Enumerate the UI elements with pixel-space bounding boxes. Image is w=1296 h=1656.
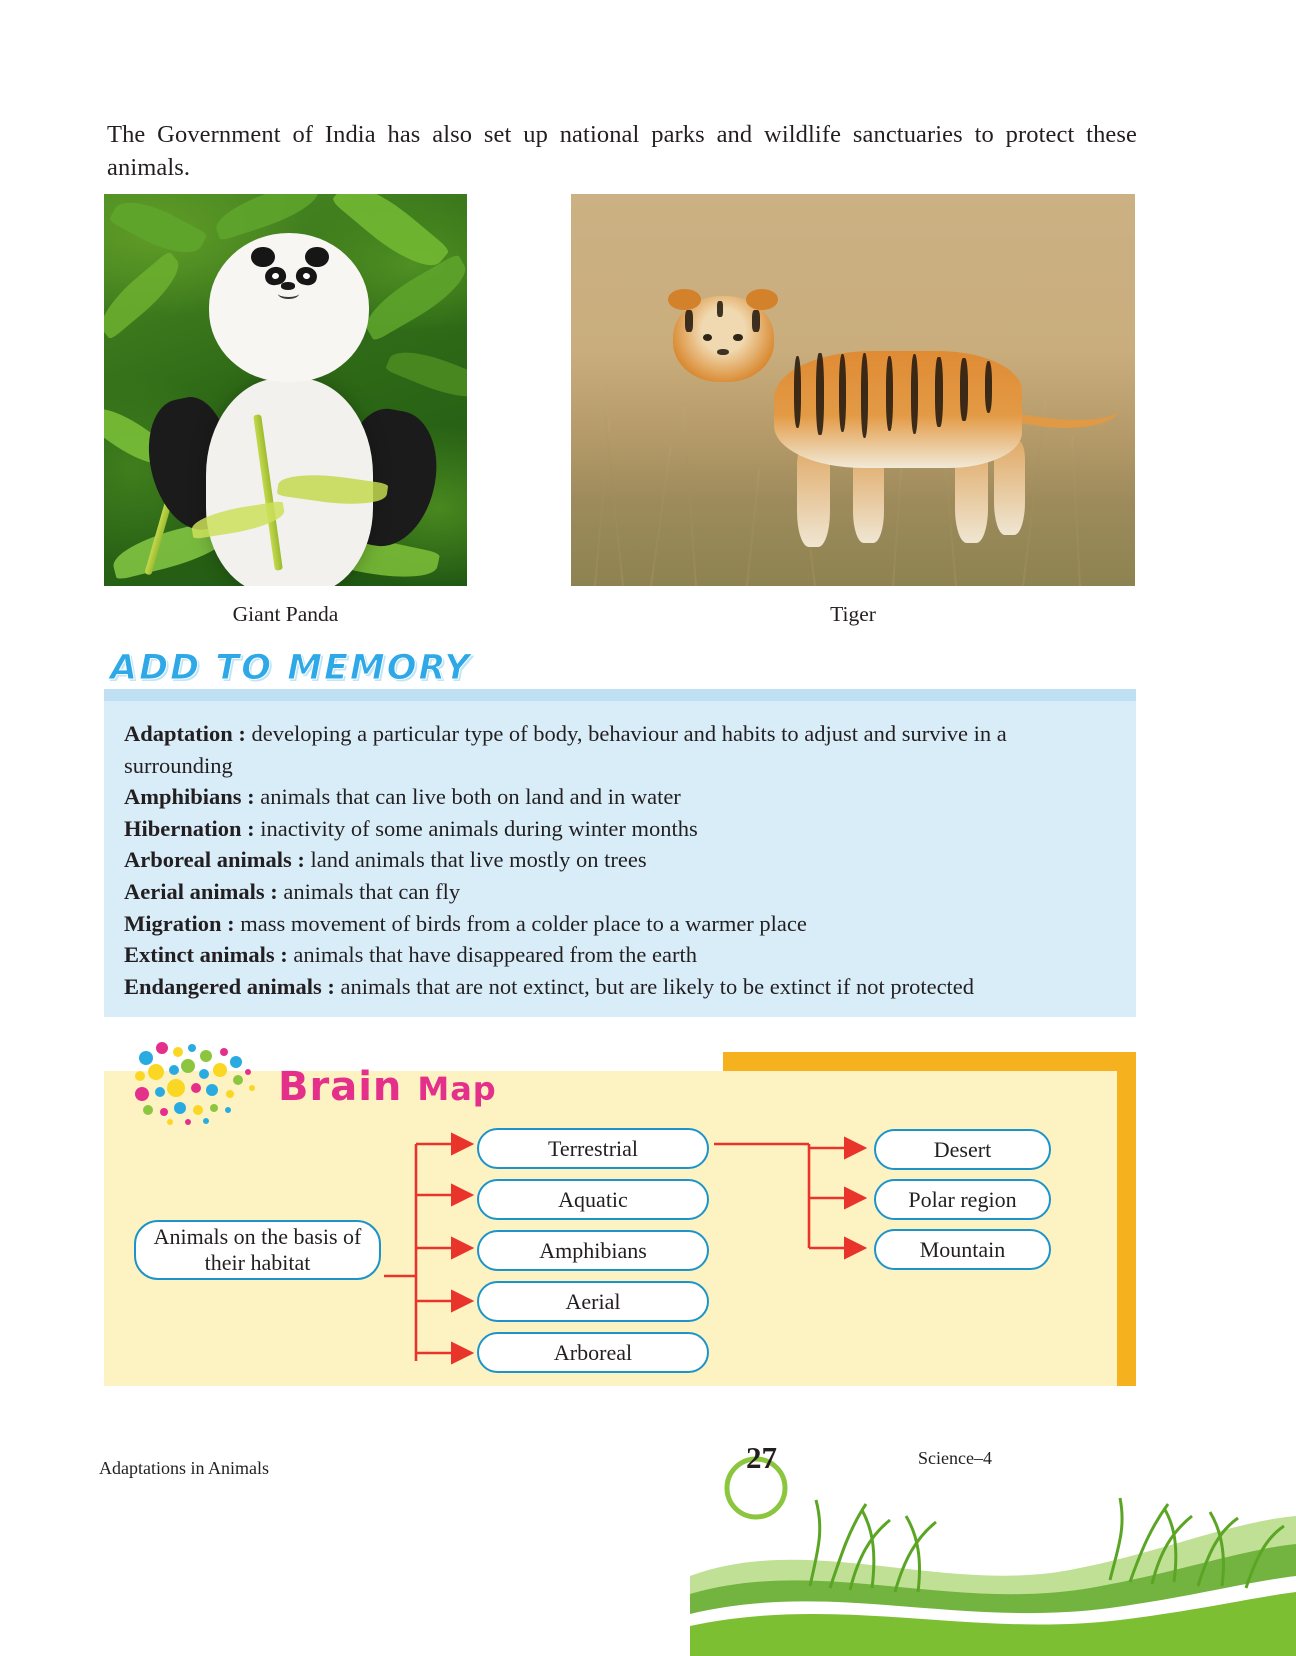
tiger-right-eye — [733, 334, 742, 341]
memory-term: Aerial animals : — [124, 878, 278, 904]
intro-paragraph: The Government of India has also set up national parks and wildlife sanctuaries to protect these animals. — [107, 121, 1137, 181]
node-mountain[interactable]: Mountain — [874, 1229, 1051, 1270]
brain-map-right-frame — [1117, 1052, 1136, 1386]
tiger-right-ear — [746, 289, 778, 310]
tiger-nose — [717, 349, 729, 355]
footer-decoration — [690, 1380, 1296, 1656]
memory-definition: land animals that live mostly on trees — [304, 847, 647, 873]
tiger-left-eye — [703, 334, 712, 341]
memory-term: Migration : — [124, 910, 235, 936]
footer-book-title: Science–4 — [918, 1448, 992, 1468]
memory-term: Arboreal animals : — [124, 847, 305, 873]
panda-right-eye — [294, 266, 318, 287]
panda-head — [209, 233, 369, 382]
panda-right-ear — [305, 247, 329, 268]
memory-definition: inactivity of some animals during winter months — [254, 815, 698, 841]
memory-entry — [124, 939, 1112, 971]
node-terrestrial[interactable]: Terrestrial — [477, 1128, 709, 1169]
page-number: 27 — [746, 1440, 777, 1475]
add-to-memory-heading: ADD TO MEMORY — [110, 648, 472, 688]
tiger-caption: Tiger — [830, 602, 876, 626]
memory-definition: developing a particular type of body, behaviour and habits to adjust and survive in a surrounding — [124, 721, 1007, 778]
node-polar-region[interactable]: Polar region — [874, 1179, 1051, 1220]
node-root[interactable]: Animals on the basis of their habitat — [134, 1220, 381, 1280]
add-to-memory-top-bar — [104, 689, 1136, 701]
tiger-body — [774, 351, 1022, 469]
memory-term: Amphibians : — [124, 784, 255, 810]
panda-left-ear — [251, 247, 275, 268]
memory-entry — [124, 971, 1112, 1003]
memory-term: Endangered animals : — [124, 973, 335, 999]
memory-entry — [124, 908, 1112, 940]
brain-map-title-word1: Brain — [278, 1064, 403, 1110]
memory-term: Extinct animals : — [124, 942, 288, 968]
node-amphibians[interactable]: Amphibians — [477, 1230, 709, 1271]
memory-entry — [124, 876, 1112, 908]
tiger-head — [673, 296, 775, 382]
footer-chapter-title: Adaptations in Animals — [99, 1458, 269, 1478]
memory-entry — [124, 813, 1112, 845]
memory-term: Adaptation : — [124, 721, 246, 746]
memory-definition: animals that are not extinct, but are likely to be extinct if not protected — [334, 973, 975, 999]
panda-mouth — [278, 288, 299, 298]
tiger-left-ear — [668, 289, 700, 310]
node-aquatic[interactable]: Aquatic — [477, 1179, 709, 1220]
memory-entry — [124, 718, 1112, 781]
node-arboreal[interactable]: Arboreal — [477, 1332, 709, 1373]
memory-definition: mass movement of birds from a colder place to a warmer place — [234, 910, 807, 936]
giant-panda-photo — [104, 194, 467, 586]
brain-map-top-frame — [723, 1052, 1136, 1071]
memory-definition: animals that have disappeared from the earth — [287, 942, 697, 968]
add-to-memory-box — [104, 701, 1136, 1017]
brain-map-title-word2: Map — [417, 1070, 497, 1108]
memory-entry — [124, 781, 1112, 813]
memory-definition: animals that can live both on land and in water — [254, 784, 681, 810]
tiger-photo — [571, 194, 1135, 586]
memory-definition: animals that can fly — [277, 878, 461, 904]
memory-entry — [124, 844, 1112, 876]
node-desert[interactable]: Desert — [874, 1129, 1051, 1170]
node-aerial[interactable]: Aerial — [477, 1281, 709, 1322]
memory-term: Hibernation : — [124, 815, 255, 841]
giant-panda-caption: Giant Panda — [232, 602, 339, 626]
